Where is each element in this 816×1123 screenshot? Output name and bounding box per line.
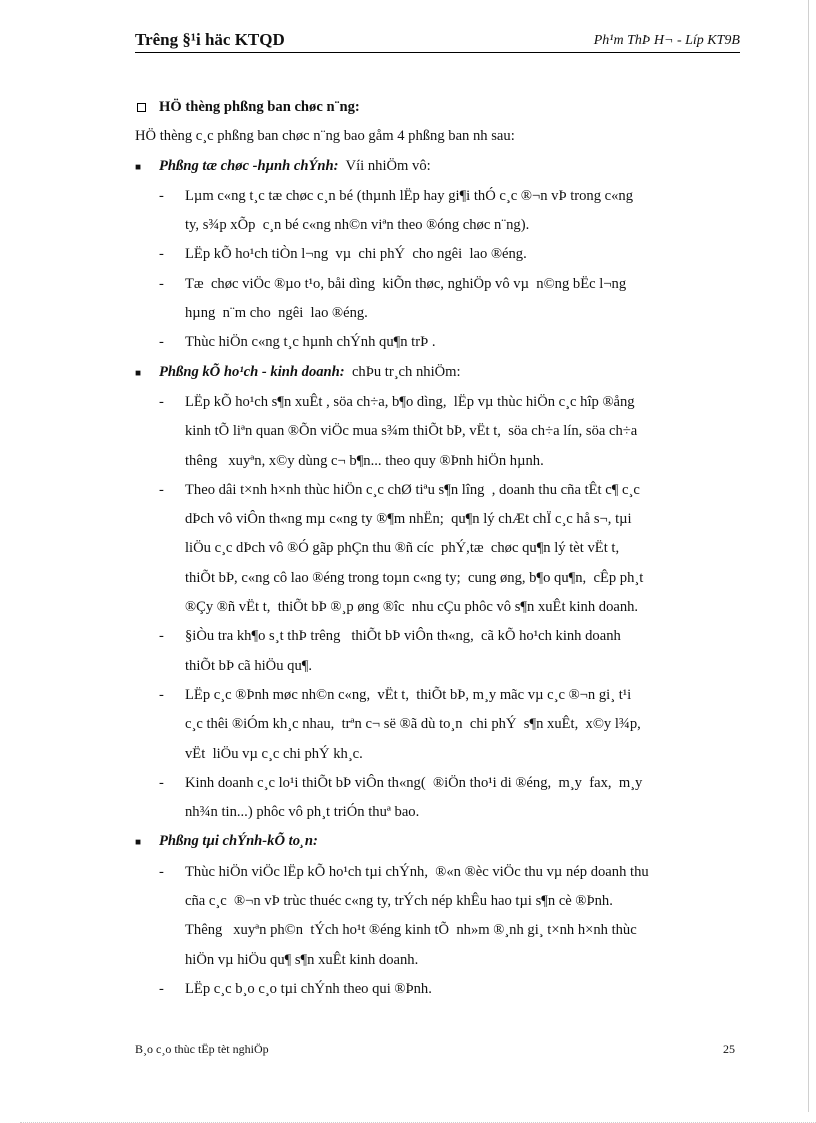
dash-bullet-icon: - [159,187,164,204]
dash-bullet-icon: - [159,275,164,292]
department-list [135,152,747,1005]
list-item [159,240,747,269]
text-line: thêng xuyªn, x©y dùng c¬ b¶n... theo quy ®Þnh hiÖn hµnh. [185,452,544,469]
text-line: vËt liÖu vµ c¸c chi phÝ kh¸c. [185,745,363,762]
header-school: Trêng §¹i häc KTQD [135,30,285,49]
list-item-text [185,622,747,681]
text-line: Tæ chøc viÖc ®µo t¹o, båi dìng kiÕn thøc, nghiÖp vô vµ n©ng bËc l¬ng [185,275,627,292]
department-title: Phßng tæ chøc -hµnh chÝnh: [159,157,339,174]
department-heading [135,827,747,857]
text-line: kinh tÕ liªn quan ®Õn viÖc mua s¾m thiÕt bÞ, vËt t, söa ch÷a lín, söa ch÷a [185,423,638,440]
list-item [159,769,747,828]
square-bullet-icon: ■ [135,161,142,173]
list-item [159,328,747,357]
list-item [159,622,747,681]
list-item-text [185,476,747,622]
text-line: thiÕt bÞ, c«ng cô lao ®éng trong toµn c«ng ty; cung øng, b¶o qu¶n, cÊp ph¸t [185,569,644,586]
text-line: liÖu c¸c dÞch vô ®Ó gãp phÇn thu ®ñ cíc phÝ,tæ chøc qu¶n lý tèt vËt t, [185,540,620,557]
section-title: HÖ thèng phßng ban chøc n¨ng: [159,99,360,115]
list-item-text [185,975,747,1004]
list-item [159,388,747,476]
text-line: ®Çy ®ñ vËt t, thiÕt bÞ ®¸p øng ®îc nhu cÇu phôc vô s¶n xuÊt kinh doanh. [185,599,639,616]
list-item-text [185,858,747,975]
list-item [159,858,747,975]
dash-bullet-icon: - [159,686,164,703]
list-item-text [185,328,747,357]
text-line: nh¾n tin...) phôc vô ph¸t triÓn thuª bao. [185,804,420,821]
text-line: Thùc hiÖn viÖc lËp kÕ ho¹ch tµi chÝnh, ®«n ®èc viÖc thu vµ nép doanh thu [185,863,649,880]
text-line: cña c¸c ®¬n vÞ trùc thuéc c«ng ty, trÝch nép khÊu hao tµi s¶n cè ®Þnh. [185,893,613,910]
checkbox-bullet-icon [137,103,146,112]
department-heading [135,358,747,388]
dash-bullet-icon: - [159,393,164,410]
text-line: LËp c¸c b¸o c¸o tµi chÝnh theo qui ®Þnh. [185,980,432,997]
department-suffix: chÞu tr¸ch nhiÖm: [344,363,461,380]
dash-bullet-icon: - [159,334,164,351]
text-line: §iÒu tra kh¶o s¸t thÞ trêng thiÕt bÞ viÔn th«ng, cã kÕ ho¹ch kinh doanh [185,628,621,645]
section-heading [135,93,747,122]
page-number: 25 [723,1042,735,1056]
text-line: thiÕt bÞ cã hiÖu qu¶. [185,657,313,674]
list-item-text [185,681,747,769]
text-line: LËp kÕ ho¹ch tiÒn l¬ng vµ chi phÝ cho ngêi lao ®éng. [185,246,527,263]
page-body [135,93,747,1004]
text-line: Thùc hiÖn c«ng t¸c hµnh chÝnh qu¶n trÞ . [185,334,436,351]
text-line: LËp c¸c ®Þnh møc nh©n c«ng, vËt t, thiÕt bÞ, m¸y mãc vµ c¸c ®¬n gi¸ t¹i [185,686,632,703]
dash-bullet-icon: - [159,774,164,791]
text-line: c¸c thêi ®iÓm kh¸c nhau, trªn c¬ së ®ã dù to¸n chi phÝ s¶n xuÊt, x©y l¾p, [185,716,641,733]
list-item-text [185,388,747,476]
square-bullet-icon: ■ [135,837,142,849]
list-item [159,182,747,241]
list-item-text [185,270,747,329]
list-item [159,476,747,622]
text-line: Lµm c«ng t¸c tæ chøc c¸n bé (thµnh lËp hay gi¶i thÓ c¸c ®¬n vÞ trong c«ng [185,187,634,204]
department-heading [135,152,747,182]
footer-title: B¸o c¸o thùc tËp tèt nghiÖp [135,1042,269,1056]
dash-bullet-icon: - [159,863,164,880]
section-intro: HÖ thèng c¸c phßng ban chøc n¨ng bao gåm 4 phßng ban nh sau: [135,128,515,145]
dash-bullet-icon: - [159,628,164,645]
text-line: Thêng xuyªn ph©n tÝch ho¹t ®éng kinh tÕ nh»m ®¸nh gi¸ t×nh h×nh thùc [185,922,637,939]
department-suffix: Víi nhiÖm vô: [338,157,431,174]
text-line: Theo dâi t×nh h×nh thùc hiÖn c¸c chØ tiªu s¶n lîng , doanh thu cña tÊt c¶ c¸c [185,481,640,498]
square-bullet-icon: ■ [135,367,142,379]
header-author: Ph¹m ThÞ H¬ - Líp KT9B [593,33,740,48]
list-item [159,681,747,769]
list-item [159,975,747,1004]
department-title: Phßng tµi chÝnh-kÕ to¸n: [159,833,318,850]
dash-bullet-icon: - [159,246,164,263]
text-line: LËp kÕ ho¹ch s¶n xuÊt , söa ch÷a, b¶o dìng, lËp vµ thùc hiÖn c¸c hîp ®ång [185,393,635,410]
department-title: Phßng kÕ ho¹ch - kinh doanh: [159,363,345,380]
page-header [135,30,740,53]
text-line: dÞch vô viÔn th«ng mµ c«ng ty ®¶m nhËn; qu¶n lý chÆt chÏ c¸c hå s¬, tµi [185,511,632,528]
text-line: Kinh doanh c¸c lo¹i thiÕt bÞ viÔn th«ng( ®iÖn tho¹i di ®éng, m¸y fax, m¸y [185,774,643,791]
dash-bullet-icon: - [159,481,164,498]
text-line: hµng n¨m cho ngêi lao ®éng. [185,305,368,322]
page-footer [135,1042,735,1057]
list-item-text [185,182,747,241]
list-item-text [185,769,747,828]
dash-bullet-icon: - [159,980,164,997]
list-item-text [185,240,747,269]
list-item [159,270,747,329]
text-line: ty, s¾p xÕp c¸n bé c«ng nh©n viªn theo ®óng chøc n¨ng). [185,217,530,234]
text-line: hiÖn vµ hiÖu qu¶ s¶n xuÊt kinh doanh. [185,951,419,968]
